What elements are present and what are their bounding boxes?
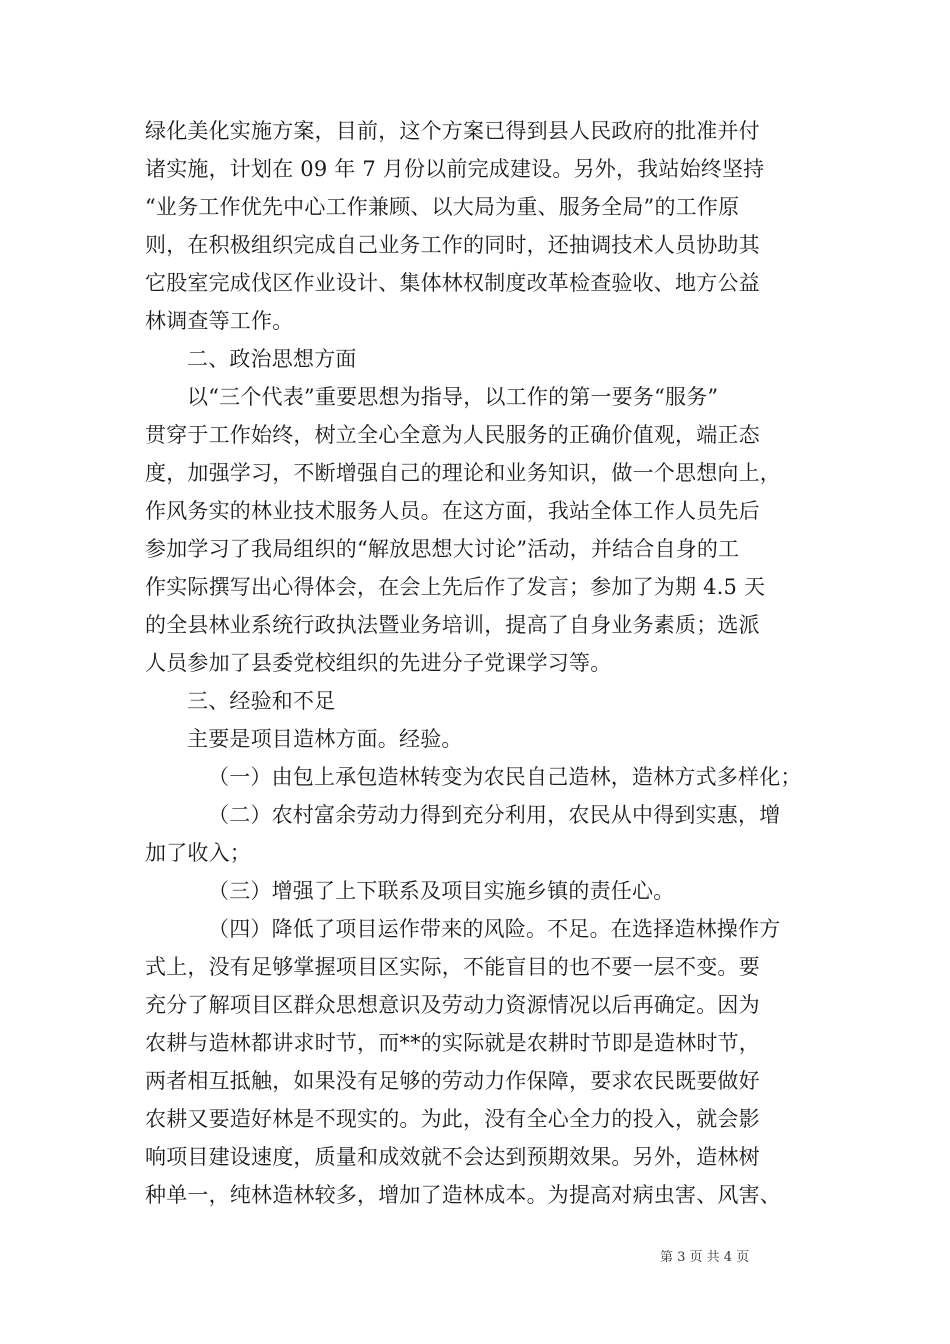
text-line: 作风务实的林业技术服务人员。在这方面，我站全体工作人员先后: [145, 499, 760, 523]
text-line: 主要是项目造林方面。经验。: [187, 727, 463, 751]
text-line: 充分了解项目区群众思想意识及劳动力资源情况以后再确定。因为: [145, 993, 760, 1017]
list-item: （二）农村富余劳动力得到充分利用，农民从中得到实惠，增: [208, 803, 781, 827]
text-line: 农耕又要造好林是不现实的。为此，没有全心全力的投入，就会影: [145, 1107, 760, 1131]
text-line: 作实际撰写出心得体会，在会上先后作了发言；参加了为期 4.5 天: [145, 575, 766, 599]
list-item: （三）增强了上下联系及项目实施乡镇的责任心。: [208, 879, 675, 903]
document-body: [145, 112, 815, 1214]
text-line: 加了收入；: [145, 841, 251, 865]
text-line: 度，加强学习，不断增强自己的理论和业务知识，做一个思想向上，: [145, 461, 781, 485]
text-line: 林调查等工作。: [145, 309, 294, 333]
text-line: 的全县林业系统行政执法暨业务培训，提高了自身业务素质；选派: [145, 613, 760, 637]
text-line: 贯穿于工作始终，树立全心全意为人民服务的正确价值观，端正态: [145, 423, 760, 447]
section-heading: 二、政治思想方面: [187, 347, 357, 371]
list-item: （四）降低了项目运作带来的风险。不足。在选择造林操作方: [208, 917, 781, 941]
section-heading: 三、经验和不足: [187, 689, 336, 713]
text-line: 它股室完成伐区作业设计、集体林权制度改革检查验收、地方公益: [145, 271, 760, 295]
text-line: 式上，没有足够掌握项目区实际，不能盲目的也不要一层不变。要: [145, 955, 760, 979]
list-item: （一）由包上承包造林转变为农民自己造林，造林方式多样化；: [208, 765, 802, 789]
text-line: 人员参加了县委党校组织的先进分子党课学习等。: [145, 651, 612, 675]
text-line: 以“三个代表”重要思想为指导，以工作的第一要务“服务”: [187, 385, 719, 409]
text-line: “业务工作优先中心工作兼顾、以大局为重、服务全局”的工作原: [145, 195, 740, 219]
page-number-footer: 第 3 页 共 4 页: [660, 1250, 750, 1265]
text-line: 则，在积极组织完成自己业务工作的同时，还抽调技术人员协助其: [145, 233, 760, 257]
text-line: 两者相互抵触，如果没有足够的劳动力作保障，要求农民既要做好: [145, 1069, 760, 1093]
text-line: 参加学习了我局组织的“解放思想大讨论”活动，并结合自身的工: [145, 537, 740, 561]
text-line: 响项目建设速度，质量和成效就不会达到预期效果。另外，造林树: [145, 1145, 760, 1169]
text-line: 绿化美化实施方案，目前，这个方案已得到县人民政府的批准并付: [145, 119, 760, 143]
text-line: 诸实施，计划在 09 年 7 月份以前完成建设。另外，我站始终坚持: [145, 157, 765, 181]
text-line: 种单一，纯林造林较多，增加了造林成本。为提高对病虫害、风害、: [145, 1183, 781, 1207]
text-line: 农耕与造林都讲求时节，而**的实际就是农耕时节即是造林时节，: [145, 1031, 760, 1055]
